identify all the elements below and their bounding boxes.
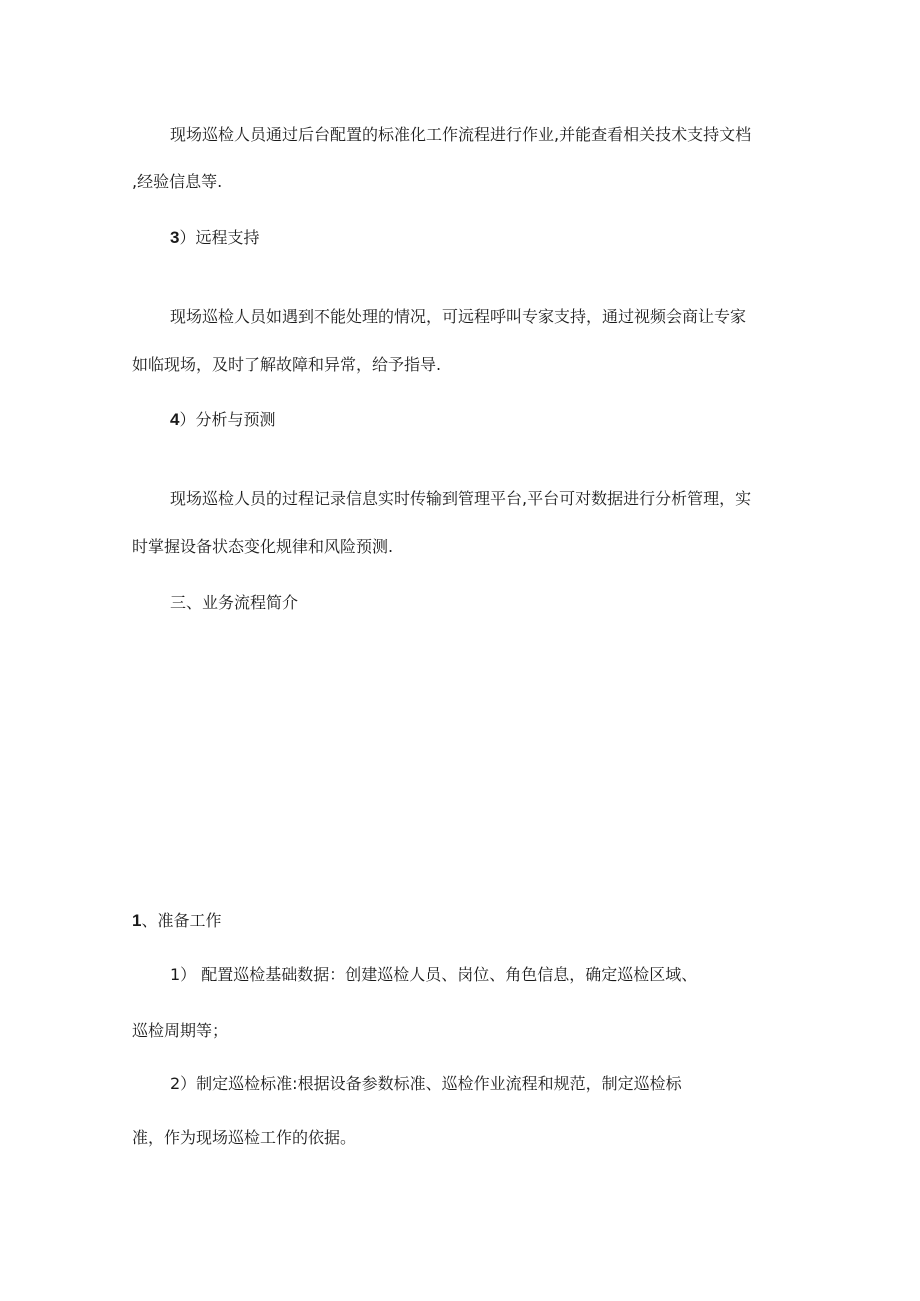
paragraph-line: 如临现场，及时了解故障和异常，给予指导.: [132, 355, 442, 374]
paragraph-line: 现场巡检人员通过后台配置的标准化工作流程进行作业,并能查看相关技术支持文档: [170, 125, 752, 144]
paragraph-line: 现场巡检人员的过程记录信息实时传输到管理平台,平台可对数据进行分析管理，实: [170, 489, 752, 508]
paragraph-line: 时掌握设备状态变化规律和风险预测.: [132, 537, 394, 556]
section-title: 、准备工作: [141, 911, 222, 930]
subheading-text: ）分析与预测: [179, 410, 276, 429]
list-item-line: 准，作为现场巡检工作的依据。: [132, 1128, 357, 1147]
subheading-text: ）远程支持: [179, 228, 260, 247]
paragraph-line: ,经验信息等.: [132, 172, 223, 191]
subheading-analysis-prediction: [170, 409, 275, 431]
list-item-line: 2）制定巡检标准:根据设备参数标准、巡检作业流程和规范，制定巡检标: [170, 1074, 682, 1093]
list-item-line: 巡检周期等；: [132, 1021, 229, 1040]
section-heading-preparation: [132, 910, 221, 932]
subheading-number: 4: [170, 410, 180, 429]
section-heading-business-process: 三、业务流程简介: [170, 593, 299, 612]
section-number: 1: [132, 911, 142, 930]
subheading-remote-support: [170, 227, 259, 249]
paragraph-line: 现场巡检人员如遇到不能处理的情况，可远程呼叫专家支持，通过视频会商让专家: [170, 307, 747, 326]
subheading-number: 3: [170, 228, 180, 247]
list-item-line: 1） 配置巡检基础数据：创建巡检人员、岗位、角色信息，确定巡检区域、: [170, 965, 698, 984]
